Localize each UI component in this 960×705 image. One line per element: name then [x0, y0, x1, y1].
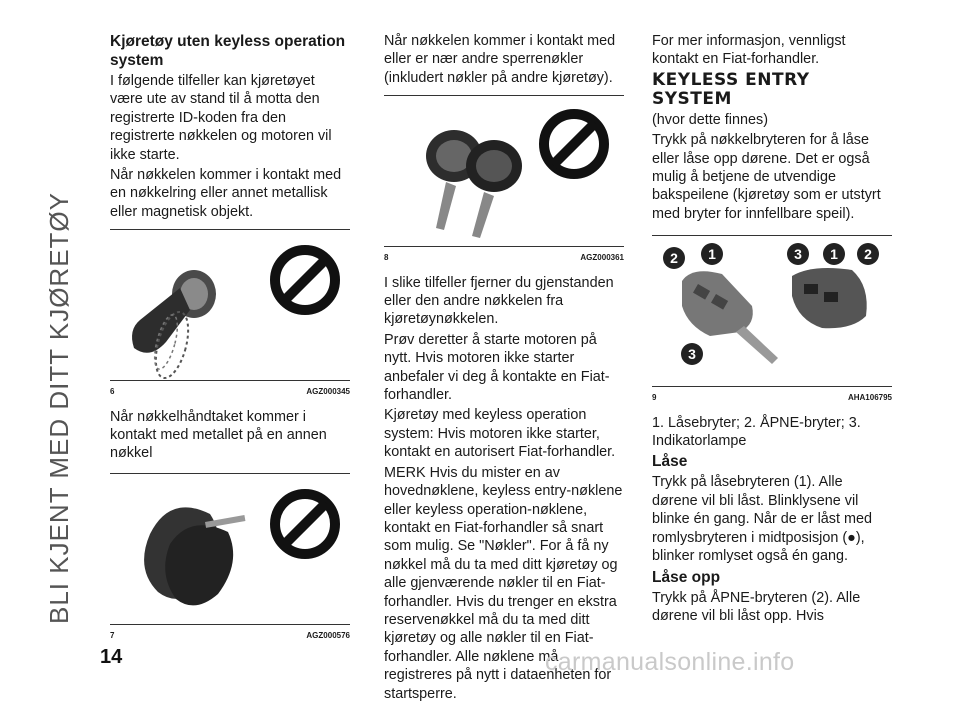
figure-8: [384, 95, 624, 247]
page-number: 14: [100, 646, 123, 668]
two-keys-touching-illustration: [110, 474, 350, 624]
note-paragraph: MERK Hvis du mister en av hovednøklene, keyless entry-nøklene eller keyless operation-nøklene, kontakt en Fiat-forhandler så snart som mulig. Se "Nøkler". For å få ny nøkkel må du ta med ditt kjøretøy og alle gjenværende nøkler til en Fiat-forhandler. Hvis du trenger en ekstra reservenøkkel må du ta med ditt kjøretøy og alle nøkler til en Fiat-forhandler. Alle nøklene må registreres på nytt i dataenheten for startsperre.: [384, 464, 623, 702]
paragraph: Når nøkkelen kommer i kontakt med eller er nær andre sperrenøkler (inkludert nøkler på andre kjøretøy).: [384, 33, 616, 86]
callout-2: 2: [864, 246, 872, 263]
figure-code: AGZ000576: [306, 630, 350, 640]
two-keys-near-illustration: [384, 96, 624, 246]
paragraph: Prøv deretter å starte motoren på nytt. Hvis motoren ikke starter anbefaler vi deg å kontakte en Fiat-forhandler.: [384, 331, 610, 404]
figure-code: AGZ000345: [306, 387, 350, 397]
figure-number: 7: [110, 630, 115, 640]
figure-number: 6: [110, 387, 115, 397]
figure-8-label: [384, 249, 624, 267]
callout-1: 1: [830, 246, 838, 263]
subsection-heading: Låse opp: [652, 568, 721, 586]
paragraph: For mer informasjon, vennligst kontakt en Fiat-forhandler.: [652, 33, 846, 68]
watermark: carmanualsonline.info: [545, 648, 795, 676]
key-with-keyring-illustration: [110, 230, 350, 380]
paragraph: (hvor dette finnes): [652, 111, 768, 128]
figure-9: [652, 235, 892, 387]
figure-caption: 1. Låsebryter; 2. ÅPNE-bryter; 3. Indikatorlampe: [652, 414, 861, 450]
paragraph: Når nøkkelen kommer i kontakt med en nøkkelring eller annet metallisk eller magnetisk objekt.: [110, 167, 342, 220]
section-heading: KEYLESS ENTRY SYSTEM: [652, 69, 810, 109]
figure-6-label: [110, 383, 350, 401]
side-title-text: BLI KJENT MED DITT KJØRETØY: [44, 192, 74, 624]
figure-code: AHA106795: [847, 393, 892, 403]
paragraph: Trykk på ÅPNE-bryteren (2). Alle dørene vil bli låst opp. Hvis: [652, 589, 861, 624]
side-title: [44, 24, 84, 624]
column-2: [384, 32, 624, 705]
callout-1: 1: [708, 246, 716, 263]
section-heading: Kjøretøy uten keyless operation system: [110, 33, 346, 69]
column-1: [110, 32, 350, 645]
figure-9-label: [652, 389, 892, 407]
figure-number: 8: [384, 253, 389, 263]
paragraph: Når nøkkelhåndtaket kommer i kontakt med metallet på en annen nøkkel: [110, 408, 327, 462]
callout-3: 3: [688, 346, 696, 363]
paragraph: I følgende tilfeller kan kjøretøyet være ute av stand til å motta den registrerte ID-koden fra den registrerte nøkkelen og motoren vil ikke starte.: [110, 73, 332, 163]
paragraph: I slike tilfeller fjerner du gjenstanden eller den andre nøkkelen fra kjøretøynøkkelen.: [384, 274, 614, 328]
paragraph: Trykk på låsebryteren (1). Alle dørene vil bli låst. Blinklysene vil blinke én gang. Når de er låst med romlysbryteren i midtposisjon (●), blinker romlyset også én gang.: [652, 474, 872, 565]
figure-number: 9: [652, 393, 657, 403]
remote-key-fobs-illustration: [652, 236, 892, 386]
column-3: [652, 32, 892, 627]
subsection-heading: Låse: [652, 453, 688, 471]
figure-code: AGZ000361: [580, 253, 624, 263]
paragraph: Kjøretøy med keyless operation system: Hvis motoren ikke starter, kontakt en autorisert Fiat-forhandler.: [384, 407, 616, 461]
callout-2: 2: [670, 250, 678, 267]
callout-3: 3: [794, 246, 802, 263]
paragraph: Trykk på nøkkelbryteren for å låse eller låse opp dørene. Det er også mulig å betjene de utvendige bakspeilene (kjøretøy som er utstyrt med bryter for innfellbare speil).: [652, 132, 881, 222]
figure-7-label: [110, 627, 350, 645]
figure-7: [110, 473, 350, 625]
figure-6: [110, 229, 350, 381]
